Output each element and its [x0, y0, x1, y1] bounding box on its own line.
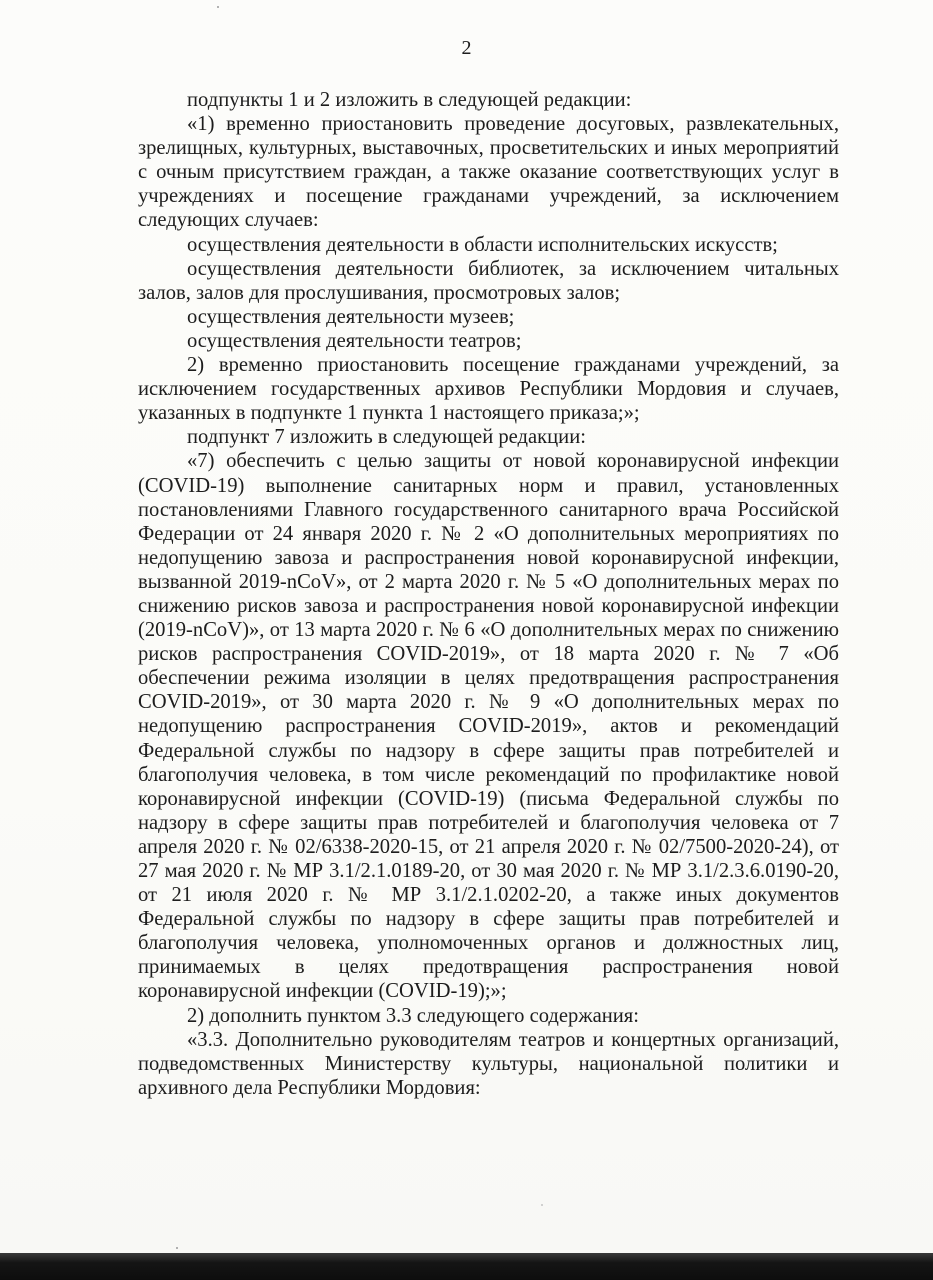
scan-speck — [217, 6, 219, 8]
scan-edge-shadow — [0, 1253, 933, 1280]
page-number: 2 — [461, 37, 472, 59]
paragraph-add-3-3-intro: 2) дополнить пунктом 3.3 следующего содержания: — [187, 1004, 639, 1027]
paragraph-item-3-3: «3.3. Дополнительно руководителям театров и концертных организаций, подведомственных Министерству культуры, национальной политики и архивного дела Республики Мордовия: — [138, 1028, 839, 1099]
paragraph-item-7: «7) обеспечить с целью защиты от новой коронавирусной инфекции (COVID-19) выполнение санитарных норм и правил, установленных постановлениями Главного государственного санитарного врача Российской Федерации от 24 января 2020 г. № 2 «О дополнительных мероприятиях по недопущению завоза и распространения новой коронавирусной инфекции, вызванной 2019-nCoV», от 2 марта 2020 г. № 5 «О дополнительных мерах по снижению рисков завоза и распространения новой коронавирусной инфекции (2019-nCoV)», от 13 марта 2020 г. № 6 «О дополнительных мерах по снижению рисков распространения COVID-2019», от 18 марта 2020 г. № 7 «Об обеспечении режима изоляции в целях предотвращения распространения COVID-2019», от 30 марта 2020 г. № 9 «О дополнительных мерах по недопущению распространения COVID-2019», актов и рекомендаций Федеральной службы по надзору в сфере защиты прав потребителей и благополучия человека, в том числе рекомендаций по профилактике новой коронавирусной инфекции (COVID-19) (письма Федеральной службы по надзору в сфере защиты прав потребителей и благополучия человека от 7 апреля 2020 г. № 02/6338-2020-15, от 21 апреля 2020 г. № 02/7500-2020-24), от 27 мая 2020 г. № МР 3.1/2.1.0189-20, от 30 мая 2020 г. № МР 3.1/2.3.6.0190-20, от 21 июля 2020 г. № МР 3.1/2.1.0202-20, а также иных документов Федеральной службы по надзору в сфере защиты прав потребителей и благополучия человека, уполномоченных органов и должностных лиц, принимаемых в целях предотвращения распространения новой коронавирусной инфекции (COVID-19);»; — [138, 450, 839, 1003]
paragraph-subitem-7-intro: подпункт 7 изложить в следующей редакции: — [187, 426, 586, 449]
paragraph-item-2: 2) временно приостановить посещение гражданами учреждений, за исключением государственных архивов Республики Мордовия и случаев, указанных в подпункте 1 пункта 1 настоящего приказа;»; — [138, 354, 839, 425]
paragraph-exception-libraries: осуществления деятельности библиотек, за исключением читальных залов, залов для прослушивания, просмотровых залов; — [138, 257, 839, 304]
paragraph-exception-theaters: осуществления деятельности театров; — [187, 329, 522, 352]
paragraph-exception-performing-arts: осуществления деятельности в области исполнительских искусств; — [187, 233, 778, 256]
scan-speck — [176, 1247, 178, 1249]
scan-speck — [541, 1204, 543, 1206]
paragraph-exception-museums: осуществления деятельности музеев; — [187, 305, 515, 328]
paragraph-item-1: «1) временно приостановить проведение досуговых, развлекательных, зрелищных, культурных, выставочных, просветительских и иных мероприятий с очным присутствием граждан, а также оказание соответствующих услуг в учреждениях и посещение гражданами учреждений, за исключением следующих случаев: — [138, 113, 839, 232]
paragraph-subitems-intro: подпункты 1 и 2 изложить в следующей редакции: — [187, 89, 632, 111]
document-body — [138, 88, 839, 1100]
